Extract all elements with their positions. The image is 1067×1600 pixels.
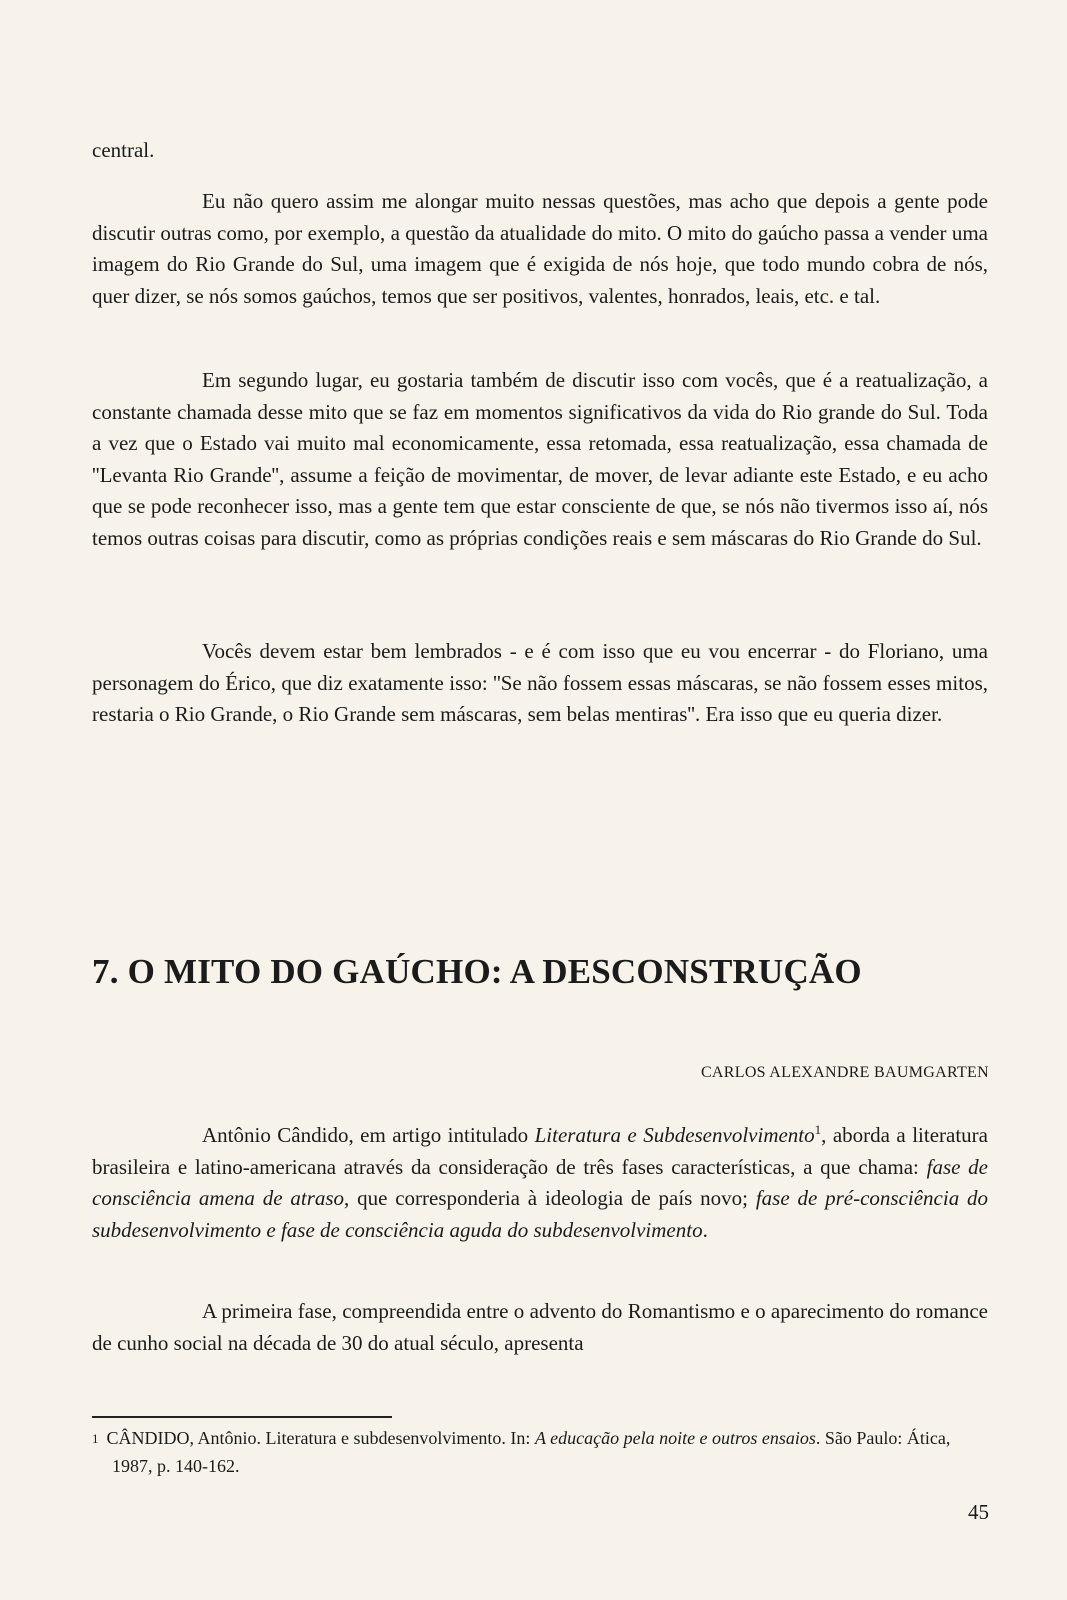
chapter-title: 7. O MITO DO GAÚCHO: A DESCONSTRUÇÃO	[92, 952, 862, 991]
footnote-divider	[92, 1416, 392, 1418]
paragraph-primeira-fase: A primeira fase, compreendida entre o advento do Romantismo e o aparecimento do romance de cunho social na década de 30 do atual século, apresenta	[92, 1299, 988, 1355]
footnote-mark: 1	[92, 1431, 99, 1446]
footnote-text-a: CÂNDIDO, Antônio. Literatura e subdesenvolvimento. In:	[106, 1428, 535, 1448]
footnote-book-title: A educação pela noite e outros ensaios	[534, 1428, 816, 1448]
paragraph-antonio-candido	[92, 1120, 988, 1246]
phase-two-three: fase de pré-consciência do subdesenvolvimento e fase de consciência aguda do subdesenvolvimento	[92, 1186, 988, 1242]
p5-lead: Antônio Cândido, em artigo intitulado	[202, 1123, 535, 1147]
paragraph-continuation: central.	[92, 138, 155, 162]
page-number: 45	[968, 1500, 989, 1524]
phase-one: fase de consciência amena de atraso	[92, 1154, 988, 1210]
footnote-text-b: . São Paulo: Ática, 1987, p. 140-162.	[112, 1428, 951, 1476]
footnote-reference: 1	[814, 1122, 822, 1137]
paragraph-floriano-quote: Vocês devem estar bem lembrados - e é com isso que eu vou encerrar - do Floriano, uma personagem do Érico, que diz exatamente isso: ''Se não fossem essas máscaras, se não fossem esses mitos, restaria o Rio Grande, o Rio Grande sem máscaras, sem belas mentiras''. Era isso que eu queria dizer.	[92, 639, 988, 726]
paragraph-reatualizacao: Em segundo lugar, eu gostaria também de discutir isso com vocês, que é a reatualização, a constante chamada desse mito que se faz em momentos significativos da vida do Rio grande do Sul. Toda a vez que o Estado vai muito mal economicamente, essa retomada, essa reatualização, essa chamada de ''Levanta Rio Grande'', assume a feição de movimentar, de mover, de levar adiante este Estado, e eu acho que se pode reconhecer isso, mas a gente tem que estar consciente de que, se nós não tivermos isso aí, nós temos outras coisas para discutir, como as próprias condições reais e sem máscaras do Rio Grande do Sul.	[92, 368, 988, 550]
chapter-author: CARLOS ALEXANDRE BAUMGARTEN	[700, 1064, 989, 1081]
p5-end: .	[702, 1217, 708, 1242]
paragraph-atualidade-do-mito: Eu não quero assim me alongar muito nessas questões, mas acho que depois a gente pode discutir outras como, por exemplo, a questão da atualidade do mito. O mito do gaúcho passa a vender uma imagem do Rio Grande do Sul, uma imagem que é exigida de nós hoje, que todo mundo cobra de nós, quer dizer, se nós somos gaúchos, temos que ser positivos, valentes, honrados, leais, etc. e tal.	[92, 189, 988, 308]
footnote	[92, 1424, 988, 1480]
article-title: Literatura e Subdesenvolvimento	[534, 1123, 815, 1147]
p5-mid2: , que corresponderia à ideologia de país novo;	[344, 1186, 756, 1210]
p5-mid: , aborda a literatura brasileira e latino-americana através da consideração de três fases características, a que chama:	[92, 1123, 988, 1179]
